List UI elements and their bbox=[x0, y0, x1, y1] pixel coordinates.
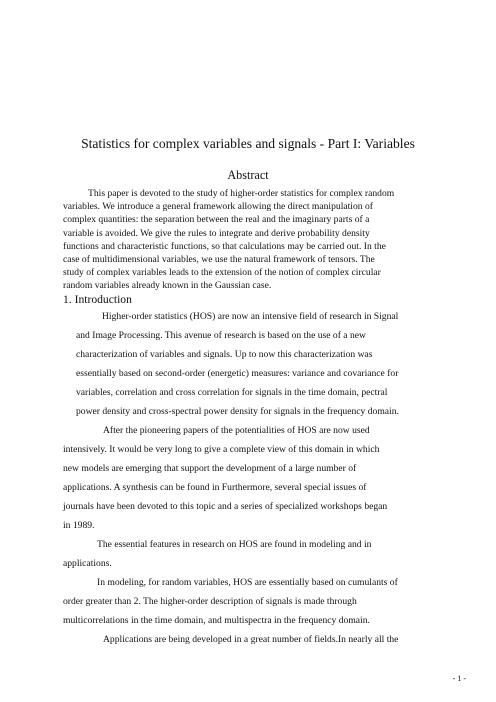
abstract-line: This paper is devoted to the study of higher-order statistics for complex random bbox=[88, 188, 395, 199]
abstract-line: random variables already known in the Gaussian case. bbox=[63, 280, 272, 291]
intro-line: The essential features in research on HOS are found in modeling and in bbox=[97, 539, 372, 550]
section-heading-introduction: 1. Introduction bbox=[63, 293, 132, 306]
intro-line: order greater than 2. The higher-order description of signals is made through bbox=[63, 596, 357, 607]
intro-line: and Image Processing. This avenue of research is based on the use of a new bbox=[76, 330, 366, 341]
intro-line: variables, correlation and cross correlation for signals in the time domain, pectral bbox=[76, 387, 388, 398]
intro-line: intensively. It would be very long to give a complete view of this domain in which bbox=[63, 444, 380, 455]
abstract-line: complex quantities: the separation between the real and the imaginary parts of a bbox=[63, 214, 370, 225]
intro-line: power density and cross-spectral power density for signals in the frequency domain. bbox=[76, 406, 399, 417]
intro-line: in 1989. bbox=[63, 520, 95, 531]
intro-line: journals have been devoted to this topic and a series of specialized workshops began bbox=[63, 501, 388, 512]
intro-line: characterization of variables and signals. Up to now this characterization was bbox=[76, 349, 373, 360]
intro-line: essentially based on second-order (energetic) measures: variance and covariance for bbox=[76, 368, 399, 379]
intro-line: multicorrelations in the time domain, and multispectra in the frequency domain. bbox=[63, 615, 370, 626]
intro-line: In modeling, for random variables, HOS are essentially based on cumulants of bbox=[97, 577, 398, 588]
page-number: - 1 - bbox=[452, 674, 466, 683]
abstract-heading: Abstract bbox=[227, 168, 269, 182]
abstract-line: variables. We introduce a general framework allowing the direct manipulation of bbox=[63, 201, 373, 212]
intro-line: Applications are being developed in a great number of fields.In nearly all the bbox=[103, 634, 399, 645]
intro-line: applications. A synthesis can be found in Furthermore, several special issues of bbox=[63, 482, 367, 493]
intro-line: applications. bbox=[63, 558, 112, 569]
paper-title: Statistics for complex variables and signals - Part I: Variables bbox=[81, 136, 415, 151]
intro-line: Higher-order statistics (HOS) are now an intensive field of research in Signal bbox=[102, 311, 399, 322]
intro-line: new models are emerging that support the development of a large number of bbox=[63, 463, 357, 474]
abstract-line: study of complex variables leads to the extension of the notion of complex circular bbox=[63, 267, 381, 278]
abstract-line: variable is avoided. We give the rules to integrate and derive probability density bbox=[63, 228, 370, 239]
intro-line: After the pioneering papers of the potentialities of HOS are now used bbox=[103, 425, 370, 436]
abstract-line: functions and characteristic functions, so that calculations may be carried out. In the bbox=[63, 241, 386, 252]
abstract-line: case of multidimensional variables, we use the natural framework of tensors. The bbox=[63, 254, 375, 265]
